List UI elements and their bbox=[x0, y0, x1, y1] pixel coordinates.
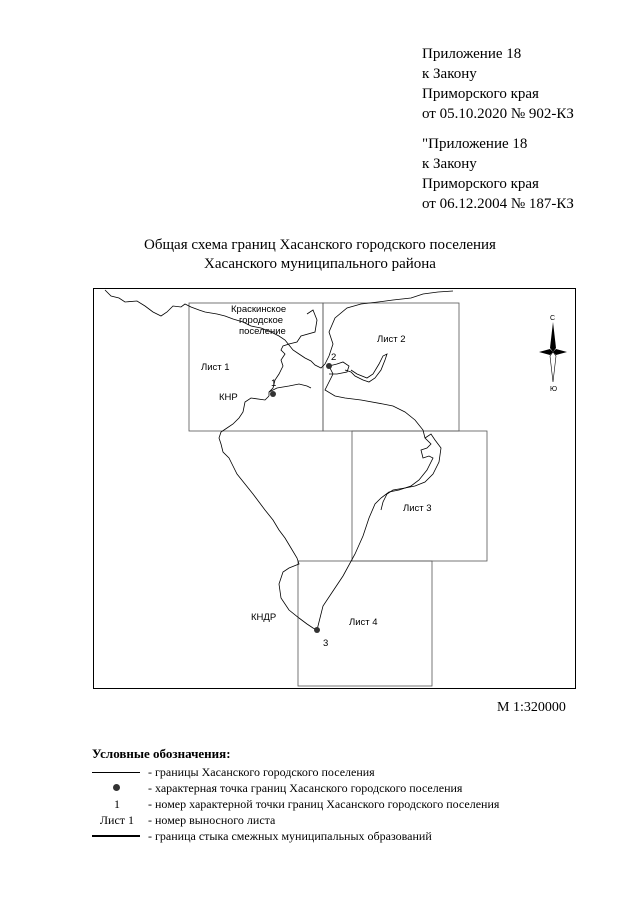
legend-text: - номер характерной точки границ Хасанского городского поселения bbox=[148, 797, 500, 811]
northern-coast-border bbox=[325, 291, 453, 364]
legend-text: - граница стыка смежных муниципальных образований bbox=[148, 829, 432, 843]
sheet-frame-3 bbox=[352, 431, 487, 561]
point-3-dot bbox=[314, 627, 320, 633]
label-kndr: КНДР bbox=[251, 612, 277, 623]
header-line: Приложение 18 bbox=[422, 46, 522, 62]
legend-item bbox=[92, 780, 612, 796]
boundary-map bbox=[93, 288, 577, 690]
label-knr: КНР bbox=[219, 392, 238, 403]
legend-item bbox=[92, 764, 612, 780]
header-line: к Закону bbox=[422, 66, 477, 82]
spit bbox=[345, 354, 387, 382]
title-line: Хасанского муниципального района bbox=[204, 256, 436, 272]
map-scale: М 1:320000 bbox=[497, 700, 566, 715]
header-original bbox=[422, 134, 574, 214]
header-line: Приморского края bbox=[422, 86, 539, 102]
label-point-1: 1 bbox=[271, 378, 277, 389]
legend-number-symbol bbox=[92, 796, 140, 812]
label-point-2: 2 bbox=[331, 352, 337, 363]
header-line: "Приложение 18 bbox=[422, 136, 528, 152]
header-current bbox=[422, 44, 574, 124]
point-1-dot bbox=[270, 391, 276, 397]
east-coast-boundary bbox=[317, 366, 433, 630]
legend-text: - характерная точка границ Хасанского городского поселения bbox=[148, 781, 463, 795]
legend-title: Условные обозначения: bbox=[92, 746, 231, 761]
legend-sheet-symbol bbox=[92, 812, 140, 828]
label-sheet-3: Лист 3 bbox=[403, 503, 432, 514]
header-line: от 06.12.2004 № 187-КЗ bbox=[422, 196, 574, 212]
map-title bbox=[0, 236, 640, 274]
label-sheet-2: Лист 2 bbox=[377, 334, 406, 345]
label-sheet-1: Лист 1 bbox=[201, 362, 230, 373]
header-line: от 05.10.2020 № 902-КЗ bbox=[422, 106, 574, 122]
title-line: Общая схема границ Хасанского городского поселения bbox=[144, 237, 496, 253]
header-line: Приморского края bbox=[422, 176, 539, 192]
legend-symbol-text: 1 bbox=[114, 797, 120, 811]
label-sheet-4: Лист 4 bbox=[349, 617, 378, 628]
map-frame bbox=[94, 289, 576, 689]
legend-symbol-text: Лист 1 bbox=[99, 813, 135, 827]
compass-south-label: Ю bbox=[550, 386, 558, 393]
legend-item bbox=[92, 796, 612, 812]
label-kraskino-1: Краскинское bbox=[231, 304, 287, 315]
legend-item bbox=[92, 812, 612, 828]
china-border bbox=[105, 290, 325, 368]
legend-text: - границы Хасанского городского поселения bbox=[148, 765, 375, 779]
legend-dot-icon bbox=[92, 780, 140, 796]
header-line: к Закону bbox=[422, 156, 477, 172]
compass-north-label: С bbox=[550, 315, 556, 322]
sheet-frame-2 bbox=[323, 303, 459, 431]
legend-thick-line-icon bbox=[92, 828, 140, 844]
bay-shore bbox=[381, 434, 441, 510]
legend-item bbox=[92, 828, 612, 844]
point-2-dot bbox=[326, 363, 332, 369]
legend-thin-line-icon bbox=[92, 764, 140, 780]
legend-text: - номер выносного листа bbox=[148, 813, 276, 827]
label-point-3: 3 bbox=[323, 638, 329, 649]
label-kraskino-2: городское bbox=[239, 315, 284, 326]
label-kraskino-3: поселение bbox=[239, 326, 286, 337]
compass-rose-icon bbox=[539, 315, 567, 393]
